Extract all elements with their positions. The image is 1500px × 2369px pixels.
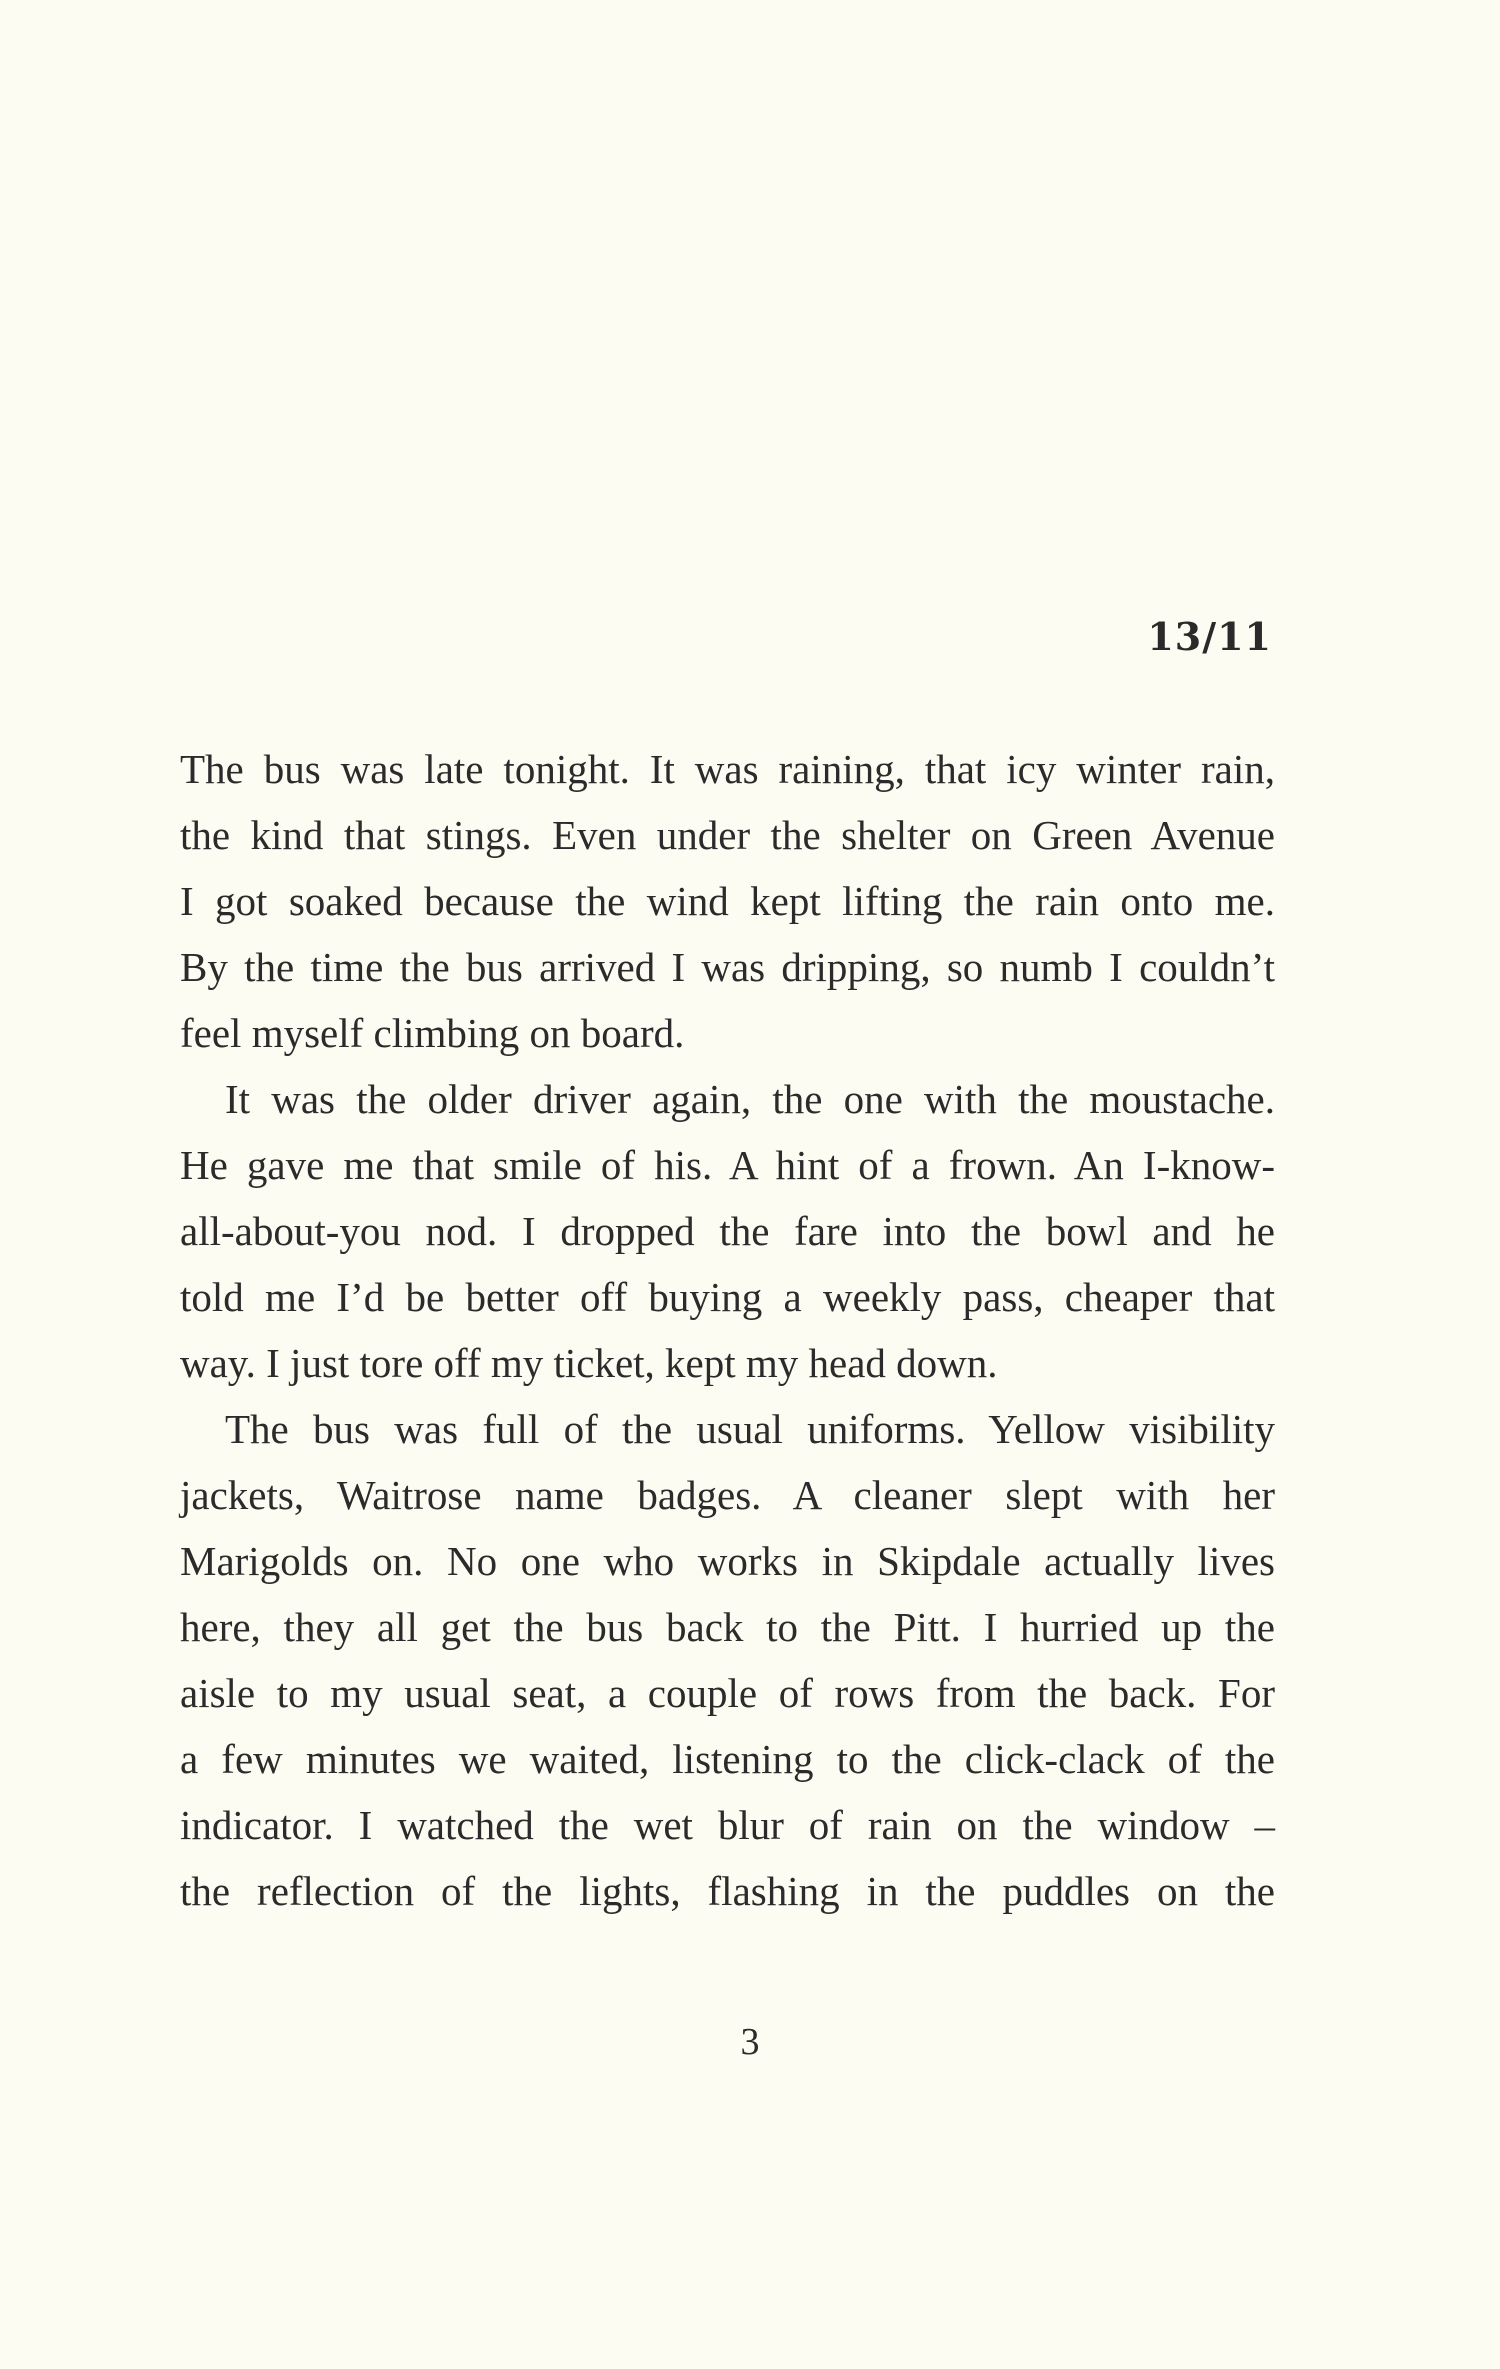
text-line: here, they all get the bus back to the Pitt. I hurried up the [180,1604,1275,1650]
text-line: jackets, Waitrose name badges. A cleaner slept with her [180,1472,1275,1518]
paragraph-1 [180,736,1275,1066]
page-number: 3 [740,2021,760,2063]
text-line: Marigolds on. No one who works in Skipdale actually lives [180,1538,1275,1584]
text-line: aisle to my usual seat, a couple of rows from the back. For [180,1670,1275,1716]
text-line: He gave me that smile of his. A hint of a frown. An I-know- [180,1142,1275,1188]
text-line: indicator. I watched the wet blur of rain on the window – [180,1802,1275,1848]
text-line: The bus was full of the usual uniforms. Yellow visibility [225,1406,1275,1452]
text-line: the kind that stings. Even under the shelter on Green Avenue [180,812,1275,858]
text-line: told me I’d be better off buying a weekly pass, cheaper that [180,1274,1275,1320]
text-line: I got soaked because the wind kept lifting the rain onto me. [180,878,1275,924]
paragraph-2 [180,1066,1275,1396]
text-line: a few minutes we waited, listening to the click-clack of the [180,1736,1275,1782]
text-line: It was the older driver again, the one with the moustache. [225,1076,1275,1122]
paragraph-3 [180,1396,1275,1924]
chapter-heading: 13/11 [1147,614,1272,659]
body-text [180,736,1275,1924]
text-line: the reflection of the lights, flashing in the puddles on the [180,1868,1275,1914]
text-line: way. I just tore off my ticket, kept my head down. [180,1340,998,1386]
text-line: By the time the bus arrived I was dripping, so numb I couldn’t [180,944,1275,990]
text-line: The bus was late tonight. It was raining, that icy winter rain, [180,746,1275,792]
text-line: feel myself climbing on board. [180,1010,685,1056]
text-line: all-about-you nod. I dropped the fare into the bowl and he [180,1208,1275,1254]
